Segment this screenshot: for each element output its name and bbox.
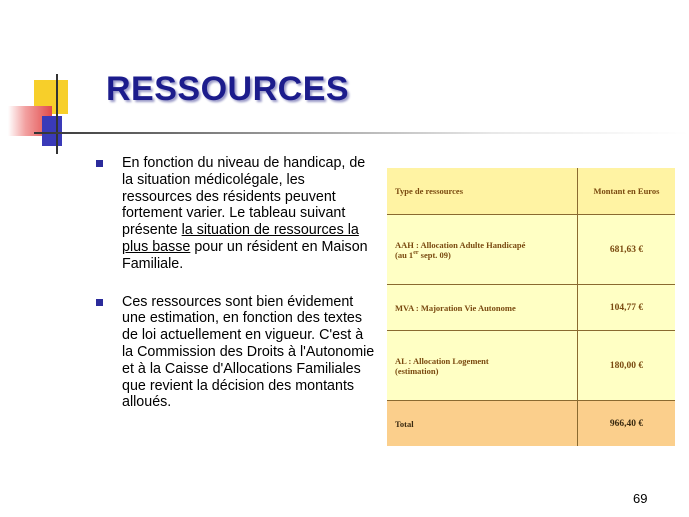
bullet-text: Ces ressources sont bien évidement une estimation, en fonction des textes de loi actuellement en vigueur. C'est à la Commission des Droits à l'Autonomie et à la Caisse d'Allocations Familiales que revient la décision des montants alloués. — [122, 293, 375, 411]
table-row — [387, 285, 675, 331]
bullet-item-1 — [96, 155, 376, 273]
row-label-line1: AL : Allocation Logement — [395, 355, 489, 366]
resources-table — [387, 168, 675, 446]
table-cell-amount: 681,63 € — [578, 215, 676, 285]
bullet-square-icon — [96, 299, 103, 306]
row-label-superscript: er — [413, 249, 419, 256]
table-header-amount: Montant en Euros — [578, 168, 676, 215]
bullet-text-part: pour un résident en Maison Familiale. — [122, 238, 368, 272]
page-number: 69 — [633, 491, 648, 506]
table-header-row — [387, 168, 675, 215]
table-total-row — [387, 401, 675, 447]
bullet-underlined-text: la situation de ressources la plus basse — [122, 222, 359, 255]
bullet-text-part: En fonction du niveau de handicap, de la situation médicolégale, les ressources des résidents peuvent fortement varier. Le tableau suivant présente — [122, 155, 366, 239]
table-cell-amount: 104,77 € — [578, 285, 676, 331]
table-total-label: Total — [387, 401, 578, 447]
table-cell-amount: 180,00 € — [578, 331, 676, 401]
bullet-square-icon — [96, 160, 103, 167]
table-row — [387, 331, 675, 401]
row-label-line1: AAH : Allocation Adulte Handicapé — [395, 239, 526, 250]
row-label-line2-end: sept. 09) — [418, 249, 451, 260]
bullet-list — [96, 155, 376, 432]
table-cell-label: MVA : Majoration Vie Autonome — [387, 285, 578, 331]
table-header-type: Type de ressources — [387, 168, 578, 215]
table-cell-label — [387, 215, 578, 285]
table-cell-label — [387, 331, 578, 401]
slide-title: RESSOURCES — [106, 70, 350, 108]
table-total-amount: 966,40 € — [578, 401, 676, 447]
logo-vertical-line — [56, 74, 58, 154]
row-label-line2: (estimation) — [395, 365, 439, 376]
title-underline-divider — [34, 132, 689, 134]
table-row — [387, 215, 675, 285]
logo-blue-square — [42, 116, 62, 146]
bullet-item-2 — [96, 294, 376, 412]
row-label-line2: (au 1 — [395, 249, 414, 260]
